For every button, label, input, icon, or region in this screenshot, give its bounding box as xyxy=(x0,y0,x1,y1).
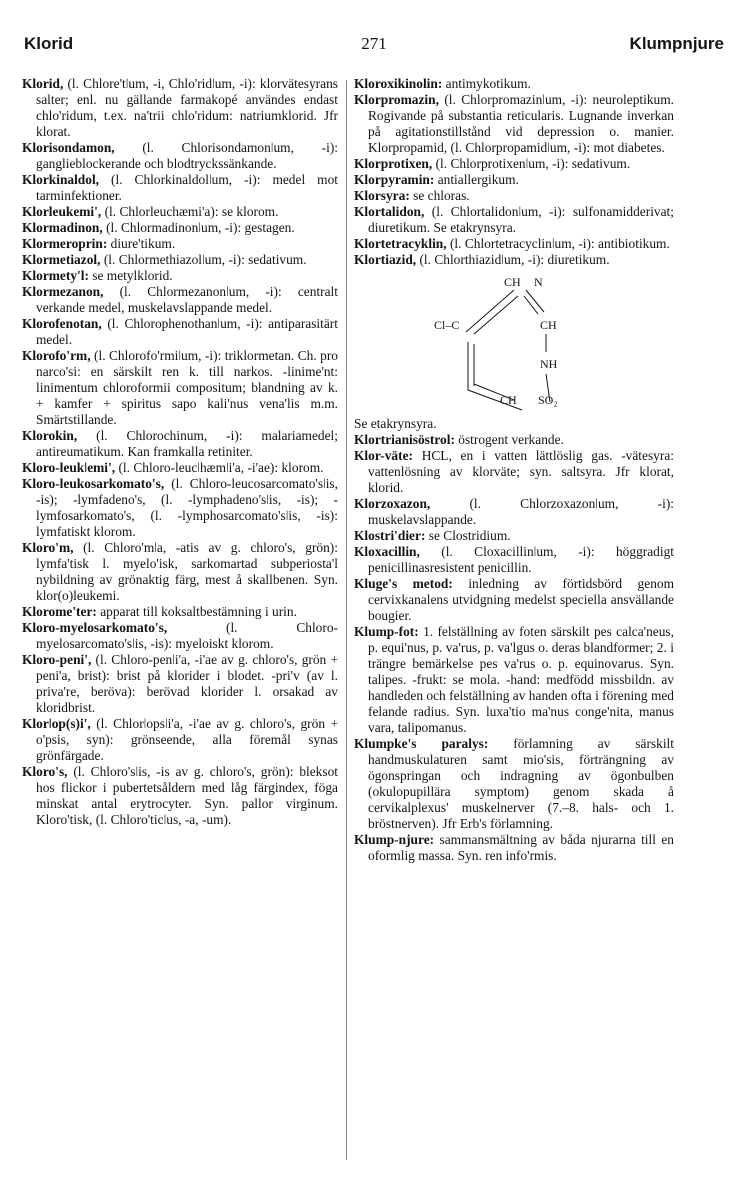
entry-definition: diure'tikum. xyxy=(107,236,176,251)
entry-headword: Kloro'm, xyxy=(22,540,74,555)
entry-headword: Kloxacillin, xyxy=(354,544,420,559)
formula-caption: Se etakrynsyra. xyxy=(354,416,437,431)
dictionary-entry xyxy=(354,236,674,252)
entry-headword: Klormezanon, xyxy=(22,284,104,299)
right-column-top-entries xyxy=(354,76,674,268)
entry-definition: (l. Chlorisondamonǀum, -i): ganglieblockerande och blodtryckssänkande. xyxy=(36,140,338,171)
entry-definition: (l. Chlorprotixenǀum, -i): sedativum. xyxy=(432,156,631,171)
page-number: 271 xyxy=(361,34,387,53)
entry-headword: Klump-njure: xyxy=(354,832,435,847)
dictionary-entry xyxy=(354,496,674,528)
entry-definition: inledning av förtidsbörd genom cervixkanalens utvidgning medelst speciella ansvällande bougier. xyxy=(368,576,675,623)
entry-definition: östrogent verkande. xyxy=(454,432,564,447)
entry-headword: Klortalidon, xyxy=(354,204,425,219)
formula-bottom-right: SO₂ xyxy=(538,393,558,407)
entry-definition: (l. Chlorthiazidǀum, -i): diuretikum. xyxy=(416,252,610,267)
entry-definition: (l. Chlorochinum, -i): malariamedel; antireumatikum. Kan framkalla retiniter. xyxy=(36,428,338,459)
entry-definition: (l. Chlorophenothanǀum, -i): antiparasitärt medel. xyxy=(36,316,338,347)
entry-headword: Kloro's, xyxy=(22,764,68,779)
entry-headword: Klorprotixen, xyxy=(354,156,433,171)
dictionary-entry xyxy=(22,236,338,252)
dictionary-entry xyxy=(22,460,338,476)
header-right-guide-word: Klumpnjure xyxy=(629,34,724,53)
entry-headword: Kloro-leukǀemi', xyxy=(22,460,116,475)
left-column xyxy=(22,76,338,828)
entry-definition: (l. Chlorleuchæmi'a): se klorom. xyxy=(101,204,279,219)
entry-headword: Klumpke's paralys: xyxy=(354,736,489,751)
formula-right-upper: CH xyxy=(540,318,557,332)
dictionary-entry xyxy=(22,476,338,540)
entry-headword: Klump-fot: xyxy=(354,624,419,639)
dictionary-entry xyxy=(354,76,674,92)
dictionary-entry xyxy=(22,316,338,348)
entry-definition: (l. Chlortetracyclinǀum, -i): antibiotikum. xyxy=(446,236,670,251)
dictionary-entry xyxy=(22,220,338,236)
right-column-bottom-entries xyxy=(354,432,674,864)
formula-top-left: CH xyxy=(504,275,521,289)
entry-headword: Klor-väte: xyxy=(354,448,413,463)
entry-headword: Klormadinon, xyxy=(22,220,103,235)
dictionary-entry xyxy=(354,624,674,736)
entry-definition: (l. Chloro'mǀa, -atis av g. chloro's, grön): lymfa'tisk l. myelo'isk, sarkomartad subperiosta'l nybildning av grönaktig färg, mest å skallbenen. Syn. klor(o)leukemi. xyxy=(36,540,338,603)
dictionary-entry xyxy=(22,620,338,652)
entry-headword: Klorokin, xyxy=(22,428,78,443)
entry-headword: Klormeroprin: xyxy=(22,236,108,251)
dictionary-entry xyxy=(22,284,338,316)
entry-definition: se metylklorid. xyxy=(88,268,173,283)
dictionary-entry xyxy=(22,76,338,140)
entry-headword: Kluge's metod: xyxy=(354,576,453,591)
entry-definition: (l. Chlore'tǀum, -i, Chlo'ridǀum, -i): klorvätesyrans salter; enl. nu gällande farmakopé användes endast chlo'ridum, t.ex. na'trii chlo'ridum: natriumklorid. Jfr klorat. xyxy=(36,76,338,139)
entry-definition: (l. Chloro-leucosarcomato'sǀis, -is); -lymfadeno's, (l. -lymphadeno'sǀis, -is); -lymfosarkomato's, (l. -lymphosarcomato'sǀis, -is): lymfatiskt klorom. xyxy=(36,476,338,539)
dictionary-entry xyxy=(22,540,338,604)
entry-headword: Klostri'dier: xyxy=(354,528,426,543)
dictionary-entry xyxy=(22,268,338,284)
right-column xyxy=(354,76,674,864)
dictionary-entry xyxy=(354,92,674,156)
entry-headword: Klorisondamon, xyxy=(22,140,115,155)
formula-top-right: N xyxy=(534,275,543,289)
dictionary-entry xyxy=(22,428,338,460)
entry-headword: Klortiazid, xyxy=(354,252,417,267)
dictionary-entry xyxy=(22,252,338,268)
entry-definition: (l. Cloxacillinǀum, -i): höggradigt penicillinasresistent penicillin. xyxy=(368,544,674,575)
entry-headword: Kloro-myelosarkomato's, xyxy=(22,620,168,635)
entry-headword: Klorǀop(s)i', xyxy=(22,716,91,731)
entry-definition: (l. Chlorǀopsǀi'a, -i'ae av g. chloro's, grön + o'psis, syn): grönseende, alla föremål synas grönfärgade. xyxy=(36,716,338,763)
entry-definition: (l. Chlortalidonǀum, -i): sulfonamidderivat; diuretikum. Se etakrynsyra. xyxy=(368,204,674,235)
entry-headword: Klorpyramin: xyxy=(354,172,435,187)
dictionary-entry xyxy=(354,736,674,832)
entry-definition: (l. Chlorzoxazonǀum, -i): muskelavslappande. xyxy=(368,496,674,527)
dictionary-entry xyxy=(354,252,674,268)
dictionary-entry xyxy=(354,188,674,204)
dictionary-entry xyxy=(22,172,338,204)
chemical-structure-formula xyxy=(354,272,674,412)
entry-headword: Klorleukemi', xyxy=(22,204,102,219)
entry-headword: Klortrianisöstrol: xyxy=(354,432,455,447)
dictionary-entry xyxy=(354,576,674,624)
formula-bottom-left: CH xyxy=(500,393,517,407)
entry-definition: 1. felställning av foten särskilt pes calca'neus, p. equi'nus, p. va'rus, p. va'lgus o. deras blandformer; 2. i trängre bemärkelse pes va'rus o. p. equinovarus. Syn. talipes. -frukt: se mola. -hand: medfödd missbildn. av handleden och felställning av handen ofta i förening med felande radius. Syn. luxa'tio ma'nus conge'nita, manus vara, talipomanus. xyxy=(368,624,674,735)
entry-headword: Kloro-leukosarkomato's, xyxy=(22,476,165,491)
entry-definition: (l. Chlorkinaldolǀum, -i): medel mot tarminfektioner. xyxy=(36,172,338,203)
entry-definition: (l. Chloro-myelosarcomato'sǀis, -is): myeloiskt klorom. xyxy=(36,620,338,651)
dictionary-entry xyxy=(22,604,338,620)
dictionary-entry xyxy=(354,156,674,172)
entry-headword: Kloro-peni', xyxy=(22,652,92,667)
structure-diagram xyxy=(354,272,674,412)
header-left-guide-word: Klorid xyxy=(24,34,74,53)
entry-headword: Klortetracyklin, xyxy=(354,236,447,251)
entry-headword: Klorid, xyxy=(22,76,64,91)
formula-right-lower: NH xyxy=(540,357,558,371)
entry-headword: Klorkinaldol, xyxy=(22,172,100,187)
dictionary-entry xyxy=(354,448,674,496)
formula-left-group: Cl–C xyxy=(434,318,460,332)
entry-headword: Klorzoxazon, xyxy=(354,496,431,511)
entry-headword: Klormetiazol, xyxy=(22,252,101,267)
dictionary-entry xyxy=(354,172,674,188)
dictionary-entry xyxy=(354,832,674,864)
entry-definition: (l. Chloro-penǀi'a, -i'ae av g. chloro's, grön + peni'a, brist): brist på klorider i blodet. -pri'v (av l. priva're, beröva): berövad klorider l. orsakad av kloridbrist. xyxy=(36,652,338,715)
entry-definition: (l. Chlorofo'rmiǀum, -i): triklormetan. Ch. pro narco'si: en särskilt ren k. till narkos. -linime'nt: linimentum chloroformii compositum; blandning av k. + kamfer + spiritus sapo kali'nus vena'lis m.m. Smärtstillande. xyxy=(36,348,338,427)
dictionary-entry xyxy=(22,652,338,716)
entry-definition: sammansmältning av båda njurarna till en oformlig massa. Syn. ren info'rmis. xyxy=(368,832,674,863)
entry-headword: Klorome'ter: xyxy=(22,604,97,619)
dictionary-entry xyxy=(22,764,338,828)
entry-definition: se chloras. xyxy=(409,188,470,203)
entry-definition: (l. Chloro'sǀis, -is av g. chloro's, grön): bleksot hos flickor i pubertetsåldern med låg färgindex, föga minskat antal erytrocyter. Syn. pallor virginum. Kloro'tisk, (l. Chloro'ticǀus, -a, -um). xyxy=(36,764,338,827)
page-header xyxy=(24,34,724,64)
entry-headword: Klorpromazin, xyxy=(354,92,439,107)
entry-definition: (l. Chlorpromazinǀum, -i): neuroleptikum. Rogivande på substantia reticularis. Lugnande inverkan på agitationstillstånd vid depression o. manier. Klorpropamid, (l. Chlorpropamidǀum, -i): mot diabetes. xyxy=(368,92,674,155)
entry-headword: Klormety'l: xyxy=(22,268,89,283)
entry-definition: antiallergikum. xyxy=(434,172,519,187)
entry-definition: antimykotikum. xyxy=(442,76,531,91)
dictionary-entry xyxy=(22,716,338,764)
entry-definition: apparat till koksaltbestämning i urin. xyxy=(96,604,297,619)
entry-definition: (l. Chlormethiazolǀum, -i): sedativum. xyxy=(100,252,307,267)
entry-definition: förlamning av särskilt handmuskulaturen samt mio'sis, förträngning av ögonspringan och indragning av ögonbulben (okulopupillära symptom) genom skada å cervikalplexus' muskelnerver (7.–8. hals- och 1. bröstnerven). Jfr Erb's förlamning. xyxy=(368,736,674,831)
dictionary-entry xyxy=(354,204,674,236)
entry-headword: Klorofo'rm, xyxy=(22,348,91,363)
dictionary-entry xyxy=(354,544,674,576)
entry-definition: HCL, en i vatten lättlöslig gas. -vätesyra: vattenlösning av klorväte; syn. saltsyra. Jfr klorat, klorid. xyxy=(368,448,674,495)
dictionary-entry xyxy=(22,140,338,172)
entry-definition: se Clostridium. xyxy=(425,528,511,543)
column-divider xyxy=(346,80,347,1160)
dictionary-entry xyxy=(354,432,674,448)
entry-headword: Kloroxikinolin: xyxy=(354,76,443,91)
entry-headword: Klorofenotan, xyxy=(22,316,102,331)
entry-definition: (l. Chloro-leucǀhæmǀi'a, -i'ae): klorom. xyxy=(115,460,324,475)
dictionary-entry xyxy=(22,348,338,428)
entry-definition: (l. Chlormezanonǀum, -i): centralt verkande medel, muskelavslappande medel. xyxy=(36,284,338,315)
dictionary-entry xyxy=(354,528,674,544)
entry-headword: Klorsyra: xyxy=(354,188,410,203)
entry-definition: (l. Chlormadinonǀum, -i): gestagen. xyxy=(102,220,295,235)
dictionary-entry xyxy=(22,204,338,220)
